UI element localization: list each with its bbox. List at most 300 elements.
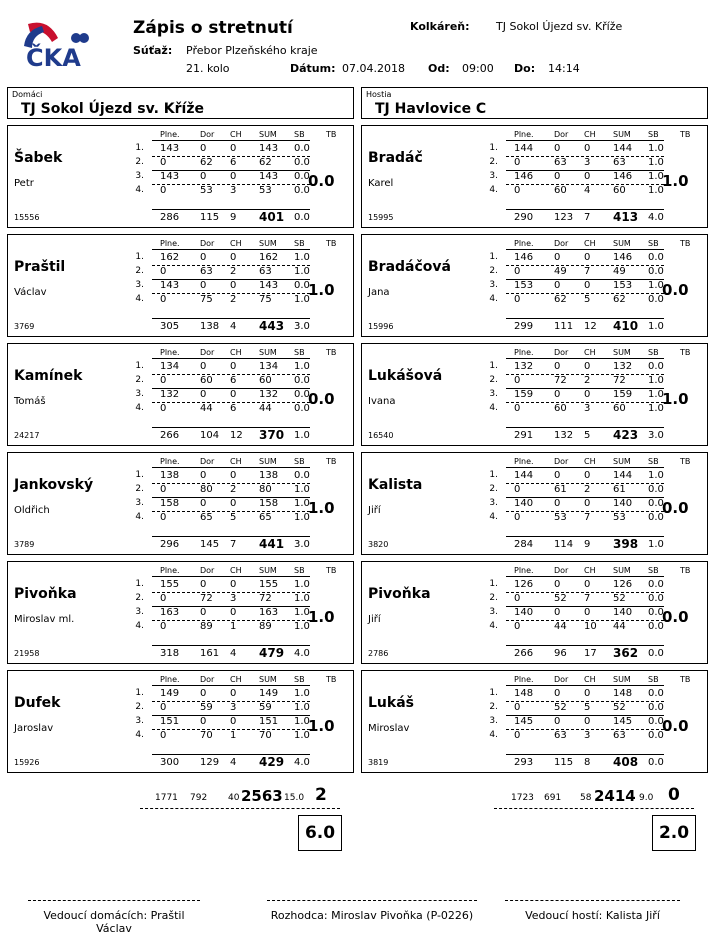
throw-cell: 0 xyxy=(230,171,237,182)
totals-divider xyxy=(152,754,310,755)
player-firstname: Jiří xyxy=(368,614,381,625)
throw-cell: 0.0 xyxy=(294,403,310,414)
throw-cell: 70 xyxy=(259,730,272,741)
throw-row-number: 3. xyxy=(135,716,144,726)
round-value: 21. kolo xyxy=(186,62,230,75)
player-total-cell: 300 xyxy=(160,757,180,768)
home-player-box xyxy=(7,452,354,555)
player-total-cell: 161 xyxy=(200,648,220,659)
throw-cell: 0 xyxy=(160,484,167,495)
throw-cell: 146 xyxy=(613,252,633,263)
player-total-cell: 4.0 xyxy=(294,648,310,659)
throw-cell: 0 xyxy=(230,389,237,400)
throw-cell: 0.0 xyxy=(294,143,310,154)
player-total-cell: 291 xyxy=(514,430,534,441)
throw-row-number: 2. xyxy=(135,266,144,276)
throw-cell: 1.0 xyxy=(294,730,310,741)
throw-row-number: 1. xyxy=(135,688,144,698)
player-tb-score: 1.0 xyxy=(662,390,689,408)
column-header: CH xyxy=(584,130,596,139)
player-tb-score: 0.0 xyxy=(308,172,335,190)
throw-cell: 0.0 xyxy=(648,730,664,741)
player-total-cell: 96 xyxy=(554,648,567,659)
guest-player-box xyxy=(361,234,708,337)
throw-row-number: 1. xyxy=(489,361,498,371)
throw-cell: 146 xyxy=(514,171,534,182)
throw-cell: 0 xyxy=(514,185,521,196)
column-header: TB xyxy=(326,675,337,684)
player-id: 15556 xyxy=(14,213,40,222)
column-header: SB xyxy=(648,348,659,357)
column-header: Dor xyxy=(554,566,569,575)
player-firstname: Miroslav ml. xyxy=(14,614,75,625)
throw-cell: 0 xyxy=(200,607,207,618)
to-value: 14:14 xyxy=(548,62,580,75)
throw-cell: 146 xyxy=(613,171,633,182)
throw-cell: 0 xyxy=(230,688,237,699)
throw-cell: 0 xyxy=(554,143,561,154)
throw-row-number: 4. xyxy=(135,730,144,740)
column-header: SUM xyxy=(259,239,277,248)
date-label: Dátum: xyxy=(290,62,336,75)
throw-cell: 132 xyxy=(613,361,633,372)
throw-cell: 2 xyxy=(584,484,591,495)
player-total-cell: 266 xyxy=(514,648,534,659)
throw-row-number: 4. xyxy=(489,294,498,304)
throw-cell: 0 xyxy=(514,702,521,713)
player-id: 3789 xyxy=(14,540,35,549)
player-total-cell: 429 xyxy=(259,755,285,769)
throw-cell: 1.0 xyxy=(648,375,664,386)
throw-cell: 44 xyxy=(259,403,272,414)
player-tb-score: 0.0 xyxy=(662,608,689,626)
throw-cell: 1.0 xyxy=(648,403,664,414)
throw-cell: 1.0 xyxy=(294,688,310,699)
throw-cell: 138 xyxy=(259,470,279,481)
throw-cell: 63 xyxy=(259,266,272,277)
throw-cell: 158 xyxy=(160,498,180,509)
throw-cell: 0 xyxy=(514,403,521,414)
throw-cell: 72 xyxy=(259,593,272,604)
throw-cell: 80 xyxy=(200,484,213,495)
throw-cell: 0 xyxy=(554,579,561,590)
throw-cell: 65 xyxy=(200,512,213,523)
throw-cell: 7 xyxy=(584,593,591,604)
throw-cell: 0 xyxy=(584,716,591,727)
totals-divider xyxy=(152,645,310,646)
header-divider xyxy=(152,576,310,577)
throw-cell: 0 xyxy=(554,688,561,699)
column-header: Plne. xyxy=(514,348,534,357)
column-header: SUM xyxy=(613,239,631,248)
to-label: Do: xyxy=(514,62,536,75)
throw-cell: 75 xyxy=(259,294,272,305)
throw-cell: 0 xyxy=(584,171,591,182)
guest-team-box xyxy=(361,87,708,119)
totals-divider xyxy=(506,427,664,428)
column-header: Dor xyxy=(554,130,569,139)
throw-cell: 0.0 xyxy=(294,280,310,291)
throw-cell: 1.0 xyxy=(648,470,664,481)
throw-cell: 44 xyxy=(554,621,567,632)
throw-cell: 0.0 xyxy=(294,171,310,182)
throw-cell: 5 xyxy=(584,294,591,305)
player-total-cell: 0.0 xyxy=(648,757,664,768)
throw-cell: 0.0 xyxy=(648,716,664,727)
player-total-cell: 443 xyxy=(259,319,285,333)
player-id: 3819 xyxy=(368,758,389,767)
throw-cell: 148 xyxy=(514,688,534,699)
throw-row-number: 1. xyxy=(489,143,498,153)
player-tb-score: 0.0 xyxy=(662,717,689,735)
guest-leader-line xyxy=(505,900,680,901)
header-divider xyxy=(506,576,664,577)
player-total-cell: 111 xyxy=(554,321,574,332)
column-header: SUM xyxy=(259,566,277,575)
player-total-cell: 132 xyxy=(554,430,574,441)
header-divider xyxy=(152,249,310,250)
throw-row-number: 4. xyxy=(135,403,144,413)
throw-cell: 0 xyxy=(230,579,237,590)
column-header: SUM xyxy=(259,130,277,139)
throw-cell: 132 xyxy=(259,389,279,400)
throw-cell: 89 xyxy=(200,621,213,632)
player-total-cell: 413 xyxy=(613,210,639,224)
competition-label: Súťaž: xyxy=(133,44,173,57)
column-header: SB xyxy=(294,130,305,139)
throw-cell: 0 xyxy=(584,607,591,618)
player-total-cell: 362 xyxy=(613,646,639,660)
throw-cell: 60 xyxy=(613,185,626,196)
throw-row-number: 1. xyxy=(135,252,144,262)
column-header: TB xyxy=(680,675,691,684)
player-id: 16540 xyxy=(368,431,394,440)
player-surname: Praštil xyxy=(14,259,66,275)
throw-cell: 0 xyxy=(514,375,521,386)
player-total-cell: 296 xyxy=(160,539,180,550)
throw-cell: 132 xyxy=(160,389,180,400)
throw-cell: 0 xyxy=(584,389,591,400)
column-header: SB xyxy=(648,130,659,139)
column-header: Plne. xyxy=(160,566,180,575)
throw-cell: 0 xyxy=(230,470,237,481)
throw-row-number: 4. xyxy=(489,185,498,195)
column-header: SUM xyxy=(613,348,631,357)
header-divider xyxy=(506,249,664,250)
player-total-cell: 293 xyxy=(514,757,534,768)
totals-divider xyxy=(152,318,310,319)
throw-cell: 44 xyxy=(200,403,213,414)
throw-cell: 72 xyxy=(613,375,626,386)
throw-cell: 0 xyxy=(554,280,561,291)
player-tb-score: 1.0 xyxy=(308,717,335,735)
throw-cell: 155 xyxy=(160,579,180,590)
throw-cell: 140 xyxy=(613,607,633,618)
throw-cell: 159 xyxy=(613,389,633,400)
throw-cell: 159 xyxy=(514,389,534,400)
throw-row-number: 1. xyxy=(135,470,144,480)
home-sum-sb: 15.0 xyxy=(284,793,305,803)
throw-row-number: 4. xyxy=(135,621,144,631)
throw-row-number: 1. xyxy=(135,361,144,371)
throw-cell: 144 xyxy=(514,470,534,481)
throw-cell: 140 xyxy=(514,498,534,509)
throw-row-number: 2. xyxy=(135,593,144,603)
player-firstname: Karel xyxy=(368,178,394,189)
throw-cell: 0 xyxy=(514,266,521,277)
home-final-score: 6.0 xyxy=(298,815,342,851)
throw-cell: 0 xyxy=(230,361,237,372)
throw-cell: 0 xyxy=(514,621,521,632)
throw-row-number: 2. xyxy=(489,702,498,712)
throw-cell: 0.0 xyxy=(648,579,664,590)
guest-player-box xyxy=(361,561,708,664)
throw-cell: 144 xyxy=(514,143,534,154)
player-total-cell: 423 xyxy=(613,428,639,442)
player-total-cell: 138 xyxy=(200,321,220,332)
totals-divider xyxy=(506,209,664,210)
column-header: Plne. xyxy=(514,457,534,466)
throw-cell: 155 xyxy=(259,579,279,590)
column-header: Plne. xyxy=(160,675,180,684)
throw-cell: 0 xyxy=(200,252,207,263)
column-header: SB xyxy=(648,239,659,248)
throw-cell: 60 xyxy=(554,403,567,414)
throw-cell: 145 xyxy=(514,716,534,727)
throw-cell: 72 xyxy=(200,593,213,604)
column-header: Dor xyxy=(200,457,215,466)
throw-cell: 63 xyxy=(200,266,213,277)
header-divider xyxy=(506,685,664,686)
throw-cell: 53 xyxy=(554,512,567,523)
throw-row-number: 2. xyxy=(489,266,498,276)
page-title: Zápis o stretnutí xyxy=(133,18,293,38)
column-header: SUM xyxy=(259,675,277,684)
column-header: Plne. xyxy=(160,239,180,248)
player-surname: Bradáč xyxy=(368,150,423,166)
throw-cell: 2 xyxy=(230,484,237,495)
throw-cell: 134 xyxy=(160,361,180,372)
throw-cell: 0.0 xyxy=(648,688,664,699)
throw-cell: 80 xyxy=(259,484,272,495)
throw-cell: 143 xyxy=(259,280,279,291)
throw-cell: 0 xyxy=(514,593,521,604)
throw-cell: 0 xyxy=(160,512,167,523)
throw-cell: 0 xyxy=(200,171,207,182)
throw-cell: 149 xyxy=(160,688,180,699)
player-total-cell: 1.0 xyxy=(648,321,664,332)
throw-row-number: 3. xyxy=(489,280,498,290)
throw-row-number: 3. xyxy=(135,171,144,181)
player-firstname: Jana xyxy=(368,287,390,298)
player-total-cell: 286 xyxy=(160,212,180,223)
player-firstname: Václav xyxy=(14,287,47,298)
player-id: 2786 xyxy=(368,649,389,658)
home-player-box xyxy=(7,234,354,337)
throw-cell: 0 xyxy=(554,498,561,509)
player-surname: Bradáčová xyxy=(368,259,451,275)
column-header: CH xyxy=(230,130,242,139)
player-total-cell: 410 xyxy=(613,319,639,333)
header-divider xyxy=(506,358,664,359)
throw-row-number: 3. xyxy=(489,607,498,617)
player-total-cell: 0.0 xyxy=(648,648,664,659)
throw-cell: 63 xyxy=(613,157,626,168)
throw-cell: 49 xyxy=(613,266,626,277)
throw-cell: 0.0 xyxy=(648,621,664,632)
player-total-cell: 398 xyxy=(613,537,639,551)
home-sum-total: 2563 xyxy=(241,787,283,805)
throw-row-number: 3. xyxy=(489,716,498,726)
throw-row-number: 2. xyxy=(489,157,498,167)
throw-cell: 2 xyxy=(230,266,237,277)
column-header: SB xyxy=(294,566,305,575)
player-total-cell: 4.0 xyxy=(648,212,664,223)
throw-cell: 148 xyxy=(613,688,633,699)
header-divider xyxy=(152,140,310,141)
throw-cell: 0.0 xyxy=(294,157,310,168)
player-total-cell: 7 xyxy=(584,212,591,223)
player-total-cell: 4 xyxy=(230,757,237,768)
player-total-cell: 401 xyxy=(259,210,285,224)
column-header: TB xyxy=(326,457,337,466)
throw-cell: 0 xyxy=(160,702,167,713)
throw-cell: 0 xyxy=(200,498,207,509)
throw-cell: 3 xyxy=(584,157,591,168)
throw-cell: 140 xyxy=(514,607,534,618)
totals-divider xyxy=(152,209,310,210)
throw-cell: 0 xyxy=(584,579,591,590)
throw-row-number: 2. xyxy=(135,484,144,494)
throw-cell: 0.0 xyxy=(648,512,664,523)
player-total-cell: 4.0 xyxy=(294,757,310,768)
column-header: Dor xyxy=(200,130,215,139)
player-id: 15926 xyxy=(14,758,40,767)
throw-cell: 0 xyxy=(230,607,237,618)
player-surname: Lukáš xyxy=(368,695,414,711)
throw-cell: 0 xyxy=(200,143,207,154)
guest-player-box xyxy=(361,125,708,228)
column-header: SB xyxy=(648,566,659,575)
throw-cell: 0 xyxy=(584,688,591,699)
column-header: Plne. xyxy=(514,675,534,684)
competition-value: Přebor Plzeňského kraje xyxy=(186,44,318,57)
totals-divider xyxy=(152,536,310,537)
throw-cell: 151 xyxy=(259,716,279,727)
player-id: 15996 xyxy=(368,322,394,331)
throw-cell: 138 xyxy=(160,470,180,481)
throw-cell: 0 xyxy=(160,403,167,414)
column-header: Dor xyxy=(200,239,215,248)
throw-cell: 3 xyxy=(230,185,237,196)
throw-row-number: 4. xyxy=(135,512,144,522)
throw-cell: 0.0 xyxy=(294,375,310,386)
throw-cell: 1.0 xyxy=(648,171,664,182)
player-total-cell: 115 xyxy=(200,212,220,223)
throw-cell: 153 xyxy=(514,280,534,291)
column-header: TB xyxy=(680,566,691,575)
player-surname: Pivoňka xyxy=(14,586,77,602)
throw-row-number: 4. xyxy=(489,621,498,631)
throw-cell: 0.0 xyxy=(648,593,664,604)
player-tb-score: 1.0 xyxy=(308,281,335,299)
throw-cell: 0 xyxy=(230,716,237,727)
throw-cell: 126 xyxy=(514,579,534,590)
throw-cell: 0.0 xyxy=(648,702,664,713)
player-total-cell: 9 xyxy=(584,539,591,550)
home-team-box xyxy=(7,87,354,119)
throw-cell: 1.0 xyxy=(294,716,310,727)
throw-cell: 0 xyxy=(160,185,167,196)
throw-cell: 4 xyxy=(584,185,591,196)
throw-cell: 1.0 xyxy=(294,593,310,604)
column-header: SUM xyxy=(259,348,277,357)
column-header: CH xyxy=(584,348,596,357)
throw-cell: 10 xyxy=(584,621,597,632)
throw-cell: 143 xyxy=(160,280,180,291)
player-firstname: Jaroslav xyxy=(14,723,54,734)
throw-row-number: 1. xyxy=(135,143,144,153)
throw-cell: 1.0 xyxy=(294,484,310,495)
throw-cell: 1.0 xyxy=(294,266,310,277)
throw-cell: 0 xyxy=(200,280,207,291)
header-divider xyxy=(506,140,664,141)
throw-cell: 146 xyxy=(514,252,534,263)
throw-cell: 1.0 xyxy=(648,185,664,196)
player-total-cell: 0.0 xyxy=(294,212,310,223)
throw-cell: 0.0 xyxy=(648,266,664,277)
column-header: SB xyxy=(648,457,659,466)
player-total-cell: 1.0 xyxy=(294,430,310,441)
throw-cell: 61 xyxy=(554,484,567,495)
guest-sum-total: 2414 xyxy=(594,787,636,805)
throw-cell: 0.0 xyxy=(294,470,310,481)
column-header: TB xyxy=(680,130,691,139)
column-header: CH xyxy=(584,566,596,575)
throw-cell: 0 xyxy=(584,361,591,372)
throw-cell: 59 xyxy=(200,702,213,713)
column-header: SB xyxy=(294,239,305,248)
guest-sum-dor: 691 xyxy=(544,793,562,803)
throw-cell: 1.0 xyxy=(294,294,310,305)
column-header: SB xyxy=(294,348,305,357)
guest-sum-divider xyxy=(494,808,694,809)
player-firstname: Miroslav xyxy=(368,723,410,734)
throw-cell: 144 xyxy=(613,470,633,481)
player-total-cell: 7 xyxy=(230,539,237,550)
throw-cell: 52 xyxy=(554,702,567,713)
column-header: Plne. xyxy=(160,348,180,357)
throw-cell: 5 xyxy=(230,512,237,523)
player-total-cell: 5 xyxy=(584,430,591,441)
throw-cell: 0 xyxy=(514,730,521,741)
throw-cell: 63 xyxy=(554,730,567,741)
player-total-cell: 3.0 xyxy=(294,539,310,550)
column-header: Plne. xyxy=(160,130,180,139)
throw-cell: 143 xyxy=(259,143,279,154)
column-header: SB xyxy=(294,675,305,684)
totals-divider xyxy=(152,427,310,428)
throw-cell: 59 xyxy=(259,702,272,713)
player-surname: Kamínek xyxy=(14,368,83,384)
column-header: TB xyxy=(326,348,337,357)
throw-cell: 63 xyxy=(554,157,567,168)
throw-cell: 0 xyxy=(200,470,207,481)
throw-cell: 2 xyxy=(584,375,591,386)
home-sum-divider xyxy=(140,808,340,809)
throw-cell: 0.0 xyxy=(648,252,664,263)
throw-cell: 0 xyxy=(584,143,591,154)
